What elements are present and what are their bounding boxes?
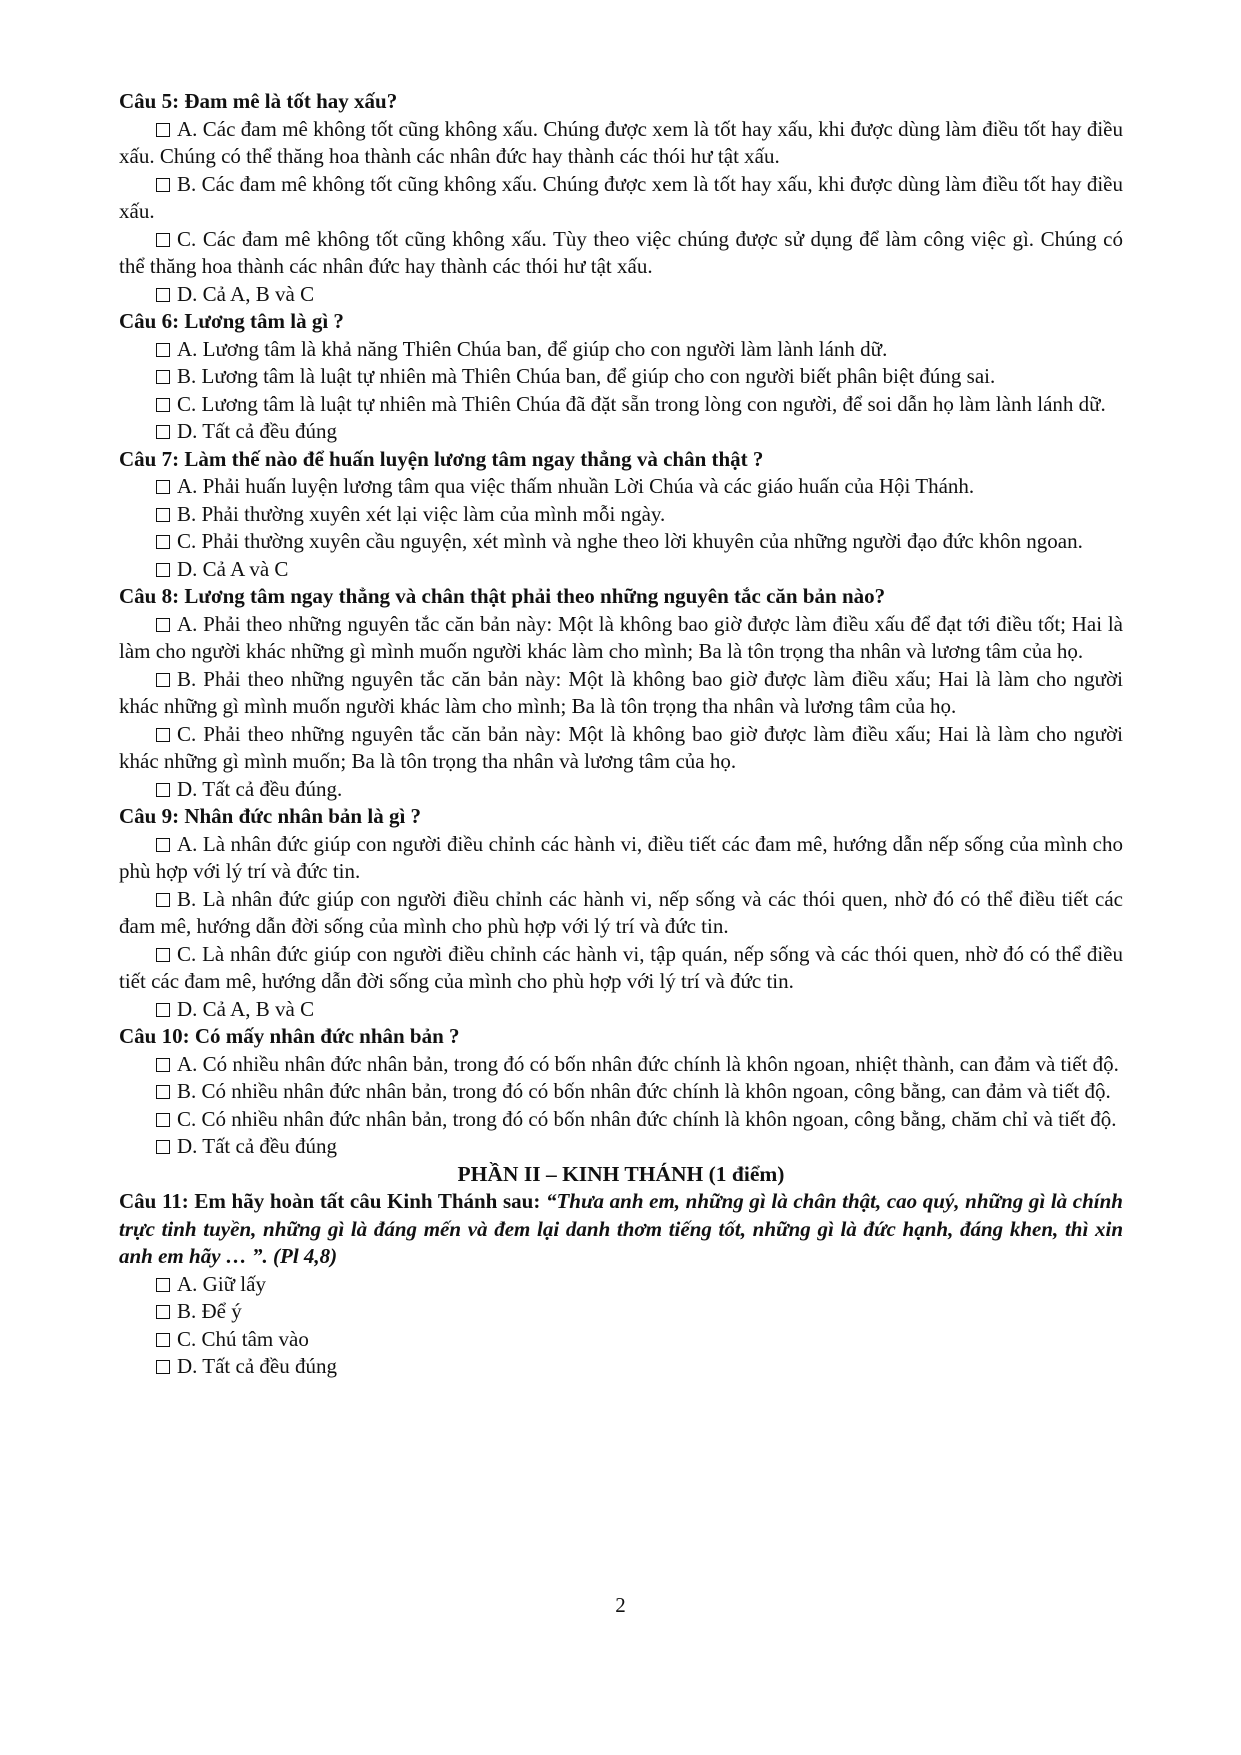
checkbox-icon[interactable]: [156, 673, 170, 687]
checkbox-icon[interactable]: [156, 618, 170, 632]
answer-option-text: D. Tất cả đều đúng: [177, 1354, 337, 1378]
answer-option[interactable]: [119, 281, 1123, 309]
question-title: Câu 6: Lương tâm là gì ?: [119, 309, 344, 333]
checkbox-icon[interactable]: [156, 1333, 170, 1347]
answer-option[interactable]: [119, 886, 1123, 941]
answer-option-text: C. Lương tâm là luật tự nhiên mà Thiên Chúa đã đặt sẵn trong lòng con người, để soi dẫn họ làm lành lánh dữ.: [177, 391, 1106, 416]
answer-option-text: A. Có nhiều nhân đức nhân bản, trong đó có bốn nhân đức chính là khôn ngoan, nhiệt thành, can đảm và tiết độ.: [177, 1051, 1119, 1076]
answer-option[interactable]: [119, 1133, 1123, 1161]
checkbox-icon[interactable]: [156, 123, 170, 137]
page-content: [119, 88, 1123, 1381]
checkbox-icon[interactable]: [156, 343, 170, 357]
section-2: [119, 1161, 1123, 1381]
question-title: Câu 10: Có mấy nhân đức nhân bản ?: [119, 1024, 460, 1048]
question-block: [119, 88, 1123, 308]
answer-option-text: C. Có nhiều nhân đức nhân bản, trong đó có bốn nhân đức chính là khôn ngoan, công bằng, chăm chỉ và tiết độ.: [177, 1106, 1117, 1131]
checkbox-icon[interactable]: [156, 563, 170, 577]
question-block: [119, 1023, 1123, 1161]
checkbox-icon[interactable]: [156, 288, 170, 302]
question-block: [119, 583, 1123, 803]
answer-option-text: D. Tất cả đều đúng.: [177, 776, 343, 801]
answer-option-text: A. Là nhân đức giúp con người điều chỉnh các hành vi, điều tiết các đam mê, hướng dẫn nếp sống của mình cho phù hợp với lý trí và đức tin.: [119, 831, 1123, 883]
checkbox-icon[interactable]: [156, 1113, 170, 1127]
checkbox-icon[interactable]: [156, 783, 170, 797]
answer-option[interactable]: [119, 528, 1123, 556]
answer-option[interactable]: [119, 1078, 1123, 1106]
answer-option-text: A. Giữ lấy: [177, 1271, 266, 1296]
answer-option[interactable]: [119, 363, 1123, 391]
checkbox-icon[interactable]: [156, 178, 170, 192]
answer-option[interactable]: [119, 556, 1123, 584]
answer-option[interactable]: [119, 226, 1123, 281]
answer-option-text: C. Là nhân đức giúp con người điều chỉnh các hành vi, tập quán, nếp sống và các thói quen, nhờ đó có thể điều tiết các đam mê, hướng dẫn đời sống của mình cho phù hợp với lý trí và đức tin.: [119, 941, 1123, 993]
answer-option-text: A. Phải huấn luyện lương tâm qua việc thấm nhuần Lời Chúa và các giáo huấn của Hội Thánh.: [177, 474, 975, 498]
checkbox-icon[interactable]: [156, 370, 170, 384]
answer-option[interactable]: [119, 473, 1123, 501]
answer-option-text: A. Lương tâm là khả năng Thiên Chúa ban, để giúp cho con người làm lành lánh dữ.: [177, 336, 888, 361]
answer-option[interactable]: [119, 1051, 1123, 1079]
checkbox-icon[interactable]: [156, 1278, 170, 1292]
checkbox-icon[interactable]: [156, 535, 170, 549]
answer-option[interactable]: [119, 611, 1123, 666]
answer-option[interactable]: [119, 831, 1123, 886]
answer-option-text: B. Để ý: [177, 1299, 242, 1323]
answer-option[interactable]: [119, 1106, 1123, 1134]
answer-option[interactable]: [119, 336, 1123, 364]
question-title-lead: Câu 11: Em hãy hoàn tất câu Kinh Thánh sau:: [119, 1189, 546, 1213]
checkbox-icon[interactable]: [156, 948, 170, 962]
answer-option-text: B. Lương tâm là luật tự nhiên mà Thiên Chúa ban, để giúp cho con người biết phân biệt đúng sai.: [177, 364, 996, 388]
page-number: 2: [615, 1593, 626, 1617]
checkbox-icon[interactable]: [156, 480, 170, 494]
answer-option[interactable]: [119, 1298, 1123, 1326]
scripture-quote: “Thưa anh em, những gì là chân thật, cao quý, những gì là chính trực tinh tuyền, những gì là đáng mến và đem lại danh thơm tiếng tốt, những gì là đức hạnh, đáng khen, thì xin anh em hãy … ”. (Pl 4,8): [119, 1189, 1123, 1268]
answer-option[interactable]: [119, 721, 1123, 776]
answer-option[interactable]: [119, 941, 1123, 996]
answer-option[interactable]: [119, 391, 1123, 419]
answer-option-text: C. Chú tâm vào: [177, 1326, 309, 1351]
checkbox-icon[interactable]: [156, 1085, 170, 1099]
question-title: [119, 1188, 1123, 1271]
answer-option[interactable]: [119, 776, 1123, 804]
question-list: [119, 88, 1123, 1161]
answer-option-text: C. Phải theo những nguyên tắc căn bản này: Một là không bao giờ được làm điều xấu; Hai là làm cho người khác những gì mình muốn; Ba là tôn trọng tha nhân và lương tâm của họ.: [119, 721, 1123, 773]
answer-option-text: C. Các đam mê không tốt cũng không xấu. Tùy theo việc chúng được sử dụng để làm công việc gì. Chúng có thể thăng hoa thành các nhân đức hay thành các thói hư tật xấu.: [119, 226, 1123, 278]
checkbox-icon[interactable]: [156, 893, 170, 907]
answer-option[interactable]: [119, 666, 1123, 721]
answer-option-text: C. Phải thường xuyên cầu nguyện, xét mình và nghe theo lời khuyên của những người đạo đức khôn ngoan.: [177, 529, 1083, 553]
checkbox-icon[interactable]: [156, 838, 170, 852]
checkbox-icon[interactable]: [156, 1058, 170, 1072]
question-title: Câu 5: Đam mê là tốt hay xấu?: [119, 89, 398, 113]
answer-option[interactable]: [119, 171, 1123, 226]
checkbox-icon[interactable]: [156, 233, 170, 247]
answer-option[interactable]: [119, 116, 1123, 171]
answer-option[interactable]: [119, 1326, 1123, 1354]
answer-option[interactable]: [119, 996, 1123, 1024]
answer-option-text: D. Cả A, B và C: [177, 996, 315, 1021]
answer-option-text: D. Tất cả đều đúng: [177, 419, 337, 443]
question-title: Câu 9: Nhân đức nhân bản là gì ?: [119, 804, 422, 828]
answer-option-text: B. Là nhân đức giúp con người điều chỉnh các hành vi, nếp sống và các thói quen, nhờ đó có thể điều tiết các đam mê, hướng dẫn đời sống của mình cho phù hợp với lý trí và đức tin.: [119, 886, 1123, 938]
answer-option-text: D. Cả A và C: [177, 556, 289, 581]
checkbox-icon[interactable]: [156, 1140, 170, 1154]
checkbox-icon[interactable]: [156, 728, 170, 742]
checkbox-icon[interactable]: [156, 1305, 170, 1319]
checkbox-icon[interactable]: [156, 398, 170, 412]
answer-option-text: A. Phải theo những nguyên tắc căn bản này: Một là không bao giờ được làm điều xấu để đạt tới điều tốt; Hai là làm cho người khác những gì mình muốn người khác làm cho mình; Ba là tôn trọng tha nhân và lương tâm của họ.: [119, 611, 1123, 663]
checkbox-icon[interactable]: [156, 508, 170, 522]
question-block: [119, 308, 1123, 446]
answer-option-text: B. Có nhiều nhân đức nhân bản, trong đó có bốn nhân đức chính là khôn ngoan, công bằng, can đảm và tiết độ.: [177, 1079, 1111, 1103]
answer-option-text: B. Các đam mê không tốt cũng không xấu. Chúng được xem là tốt hay xấu, khi được dùng làm điều tốt hay điều xấu.: [119, 171, 1123, 223]
answer-options: [119, 1271, 1123, 1381]
section-title: PHẦN II – KINH THÁNH (1 điểm): [457, 1161, 785, 1186]
question-title: Câu 7: Làm thế nào để huấn luyện lương tâm ngay thẳng và chân thật ?: [119, 446, 764, 471]
answer-option-text: B. Phải thường xuyên xét lại việc làm của mình mỗi ngày.: [177, 501, 666, 526]
answer-option-text: A. Các đam mê không tốt cũng không xấu. Chúng được xem là tốt hay xấu, khi được dùng làm điều tốt hay điều xấu. Chúng có thể thăng hoa thành các nhân đức hay thành các thói hư tật xấu.: [119, 116, 1123, 168]
checkbox-icon[interactable]: [156, 1360, 170, 1374]
question-block: [119, 446, 1123, 584]
answer-option[interactable]: [119, 1353, 1123, 1381]
answer-option[interactable]: [119, 1271, 1123, 1299]
checkbox-icon[interactable]: [156, 1003, 170, 1017]
answer-option-text: D. Tất cả đều đúng: [177, 1134, 337, 1158]
question-block: [119, 803, 1123, 1023]
answer-option[interactable]: [119, 501, 1123, 529]
answer-option-text: B. Phải theo những nguyên tắc căn bản này: Một là không bao giờ được làm điều xấu; Hai là làm cho người khác những gì mình muốn người khác làm cho mình; Ba là tôn trọng tha nhân và lương tâm của họ.: [119, 666, 1123, 718]
checkbox-icon[interactable]: [156, 425, 170, 439]
question-title: Câu 8: Lương tâm ngay thẳng và chân thật phải theo những nguyên tắc căn bản nào?: [119, 584, 886, 608]
answer-option-text: D. Cả A, B và C: [177, 281, 315, 306]
answer-option[interactable]: [119, 418, 1123, 446]
